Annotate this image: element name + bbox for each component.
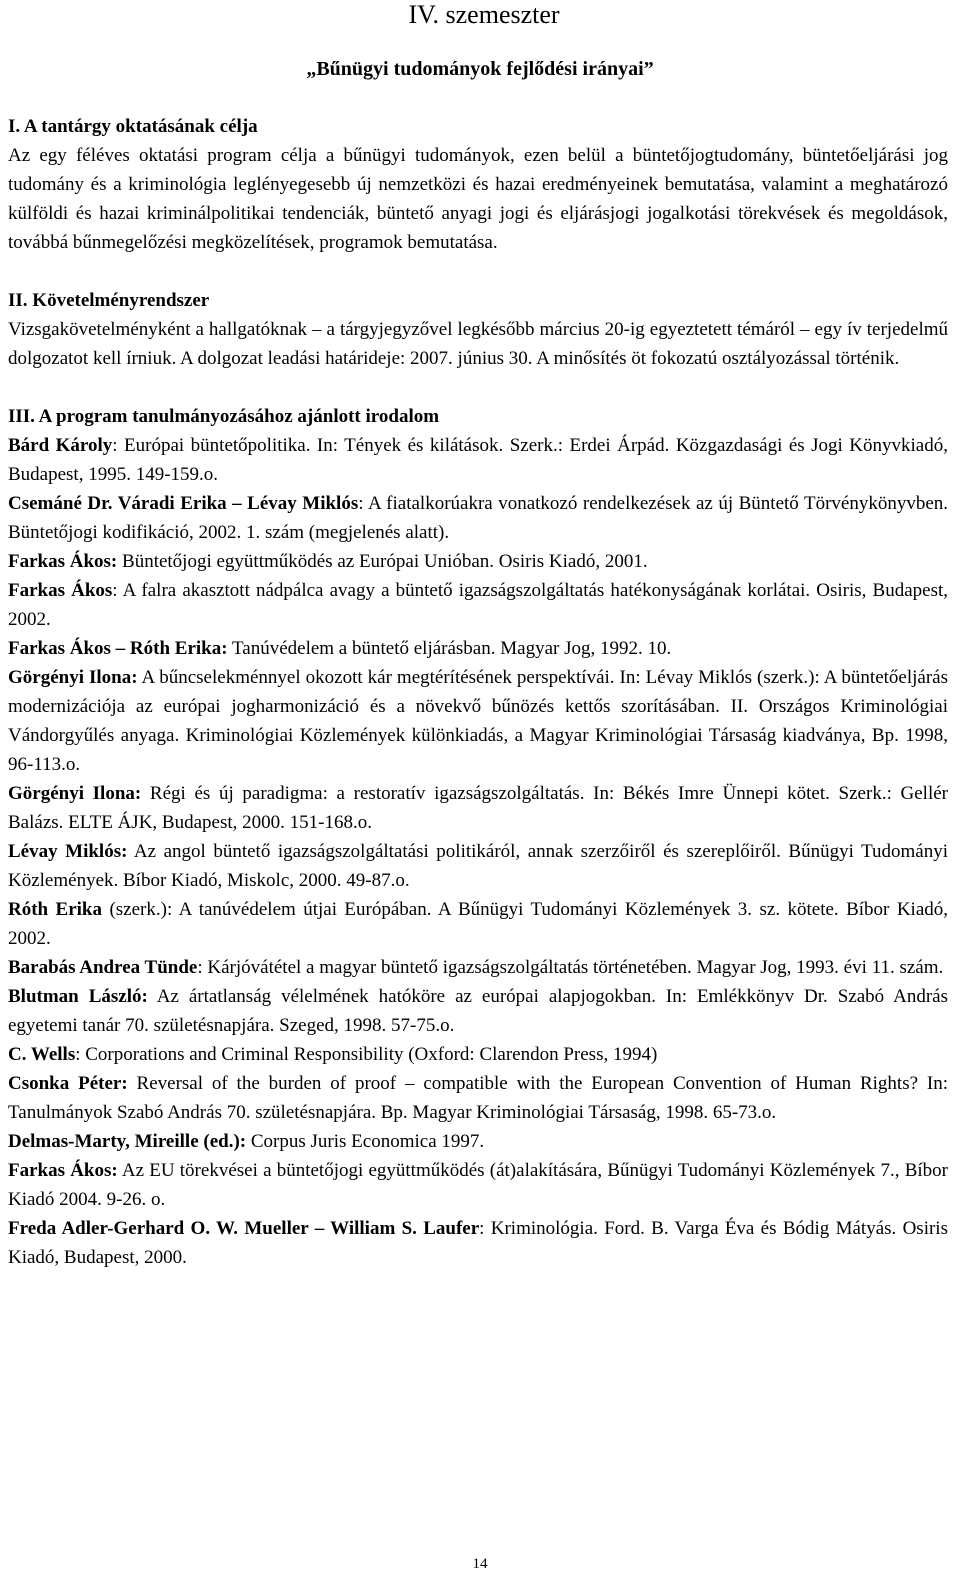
reference-item [8, 634, 948, 663]
page-number: 14 [472, 1556, 488, 1572]
reference-author: Csonka Péter: [8, 1073, 128, 1094]
reference-list [8, 431, 948, 1272]
reference-author: Görgényi Ilona: [8, 667, 138, 688]
reference-text: (szerk.): A tanúvédelem útjai Európában. A Bűnügyi Tudományi Közlemények 3. sz. kötete. Bíbor Kiadó, 2002. [8, 899, 949, 949]
reference-author: Görgényi Ilona: [8, 783, 142, 804]
course-title: „Bűnügyi tudományok fejlődési irányai” [306, 58, 654, 80]
reference-item [8, 779, 948, 837]
semester-title: IV. szemeszter [408, 0, 560, 29]
reference-item [8, 431, 948, 489]
reference-text: Az EU törekvései a büntetőjogi együttműködés (át)alakítására, Bűnügyi Tudományi Közlemények 7., Bíbor Kiadó 2004. 9-26. o. [8, 1160, 948, 1210]
reference-author: Farkas Ákos – Róth Erika: [8, 638, 228, 659]
section-heading-goal: I. A tantárgy oktatásának célja [8, 116, 258, 137]
reference-text: Az angol büntető igazságszolgáltatási politikáról, annak szerzőiről és szereplőiről. Bűnügyi Tudományi Közlemények. Bíbor Kiadó, Miskolc, 2000. 49-87.o. [8, 841, 948, 891]
reference-author: Barabás Andrea Tünde [8, 957, 198, 978]
reference-text: Az ártatlanság vélelmének hatóköre az európai alapjogokban. In: Emlékkönyv Dr. Szabó András egyetemi tanár 70. születésnapjára. Szeged, 1998. 57-75.o. [8, 986, 948, 1036]
reference-text: Corpus Juris Economica 1997. [246, 1131, 485, 1152]
reference-text: A bűncselekménnyel okozott kár megtérítésének perspektívái. In: Lévay Miklós (szerk.): A büntetőeljárás modernizációja az európai jogharmonizáció és a növekvő bűnözés kettős szorításában. II. Országos Kriminológiai Vándorgyűlés anyaga. Kriminológiai Közlemények különkiadás, a Magyar Kriminológiai Társaság kiadványa, Bp. 1998, 96-113.o. [8, 667, 948, 775]
section-text-requirements: Vizsgakövetelményként a hallgatóknak – a tárgyjegyzővel legkésőbb március 20-ig egyeztetett témáról – egy ív terjedelmű dolgozatot kell írniuk. A dolgozat leadási határideje: 2007. június 30. A minősítés öt fokozatú osztályozással történik. [8, 319, 948, 369]
reference-item [8, 663, 948, 779]
reference-item [8, 1214, 948, 1272]
section-heading-literature: III. A program tanulmányozásához ajánlott irodalom [8, 406, 440, 427]
reference-item [8, 953, 948, 982]
reference-author: Róth Erika [8, 899, 103, 920]
reference-item [8, 837, 948, 895]
reference-item [8, 1069, 948, 1127]
section-heading-requirements: II. Követelményrendszer [8, 290, 210, 311]
reference-item [8, 1127, 948, 1156]
reference-text: : Corporations and Criminal Responsibility (Oxford: Clarendon Press, 1994) [75, 1044, 658, 1065]
reference-text: Reversal of the burden of proof – compatible with the European Convention of Human Rights? In: Tanulmányok Szabó András 70. születésnapjára. Bp. Magyar Kriminológiai Társaság, 1998. 65-73.o. [8, 1073, 948, 1123]
reference-author: Csemáné Dr. Váradi Erika – Lévay Miklós [8, 493, 359, 514]
reference-item [8, 576, 948, 634]
reference-item [8, 1156, 948, 1214]
reference-author: Lévay Miklós: [8, 841, 128, 862]
reference-author: Farkas Ákos [8, 580, 113, 601]
reference-text: : Európai büntetőpolitika. In: Tények és kilátások. Szerk.: Erdei Árpád. Közgazdasági és Jogi Könyvkiadó, Budapest, 1995. 149-159.o. [8, 435, 948, 485]
reference-text: : A fiatalkorúakra vonatkozó rendelkezések az új Büntető Törvénykönyvben. Büntetőjogi kodifikáció, 2002. 1. szám (megjelenés alatt). [8, 493, 949, 543]
reference-author: Farkas Ákos: [8, 551, 118, 572]
section-text-goal: Az egy féléves oktatási program célja a bűnügyi tudományok, ezen belül a büntetőjogtudomány, büntetőeljárási jog tudomány és a kriminológia leglényegesebb új nemzetközi és hazai eredményeinek bemutatása, valamint a meghatározó külföldi és hazai kriminálpolitikai tendenciák, büntető anyagi jogi és eljárásjogi jogalkotási törekvések és megoldások, továbbá bűnmegelőzési megközelítések, programok bemutatása. [8, 145, 948, 253]
reference-text: : A falra akasztott nádpálca avagy a büntető igazságszolgáltatás hatékonyságának korlátai. Osiris, Budapest, 2002. [8, 580, 948, 630]
reference-author: Blutman László: [8, 986, 148, 1007]
reference-item [8, 489, 948, 547]
reference-item [8, 982, 948, 1040]
reference-item [8, 547, 948, 576]
reference-text: : Kriminológia. Ford. B. Varga Éva és Bódig Mátyás. Osiris Kiadó, Budapest, 2000. [8, 1218, 948, 1268]
reference-author: Bárd Károly [8, 435, 113, 456]
reference-author: Farkas Ákos: [8, 1160, 118, 1181]
reference-text: : Kárjóvátétel a magyar büntető igazságszolgáltatás történetében. Magyar Jog, 1993. évi 11. szám. [197, 957, 944, 978]
reference-text: Régi és új paradigma: a restoratív igazságszolgáltatás. In: Békés Imre Ünnepi kötet. Szerk.: Gellér Balázs. ELTE ÁJK, Budapest, 2000. 151-168.o. [8, 783, 948, 833]
reference-item [8, 895, 948, 953]
document-body [8, 112, 948, 1272]
reference-author: Freda Adler-Gerhard O. W. Mueller – William S. Laufer [8, 1218, 480, 1239]
reference-author: Delmas-Marty, Mireille (ed.): [8, 1131, 247, 1152]
reference-text: Büntetőjogi együttműködés az Európai Unióban. Osiris Kiadó, 2001. [117, 551, 648, 572]
reference-author: C. Wells [8, 1044, 76, 1065]
reference-item [8, 1040, 948, 1069]
reference-text: Tanúvédelem a büntető eljárásban. Magyar Jog, 1992. 10. [227, 638, 672, 659]
